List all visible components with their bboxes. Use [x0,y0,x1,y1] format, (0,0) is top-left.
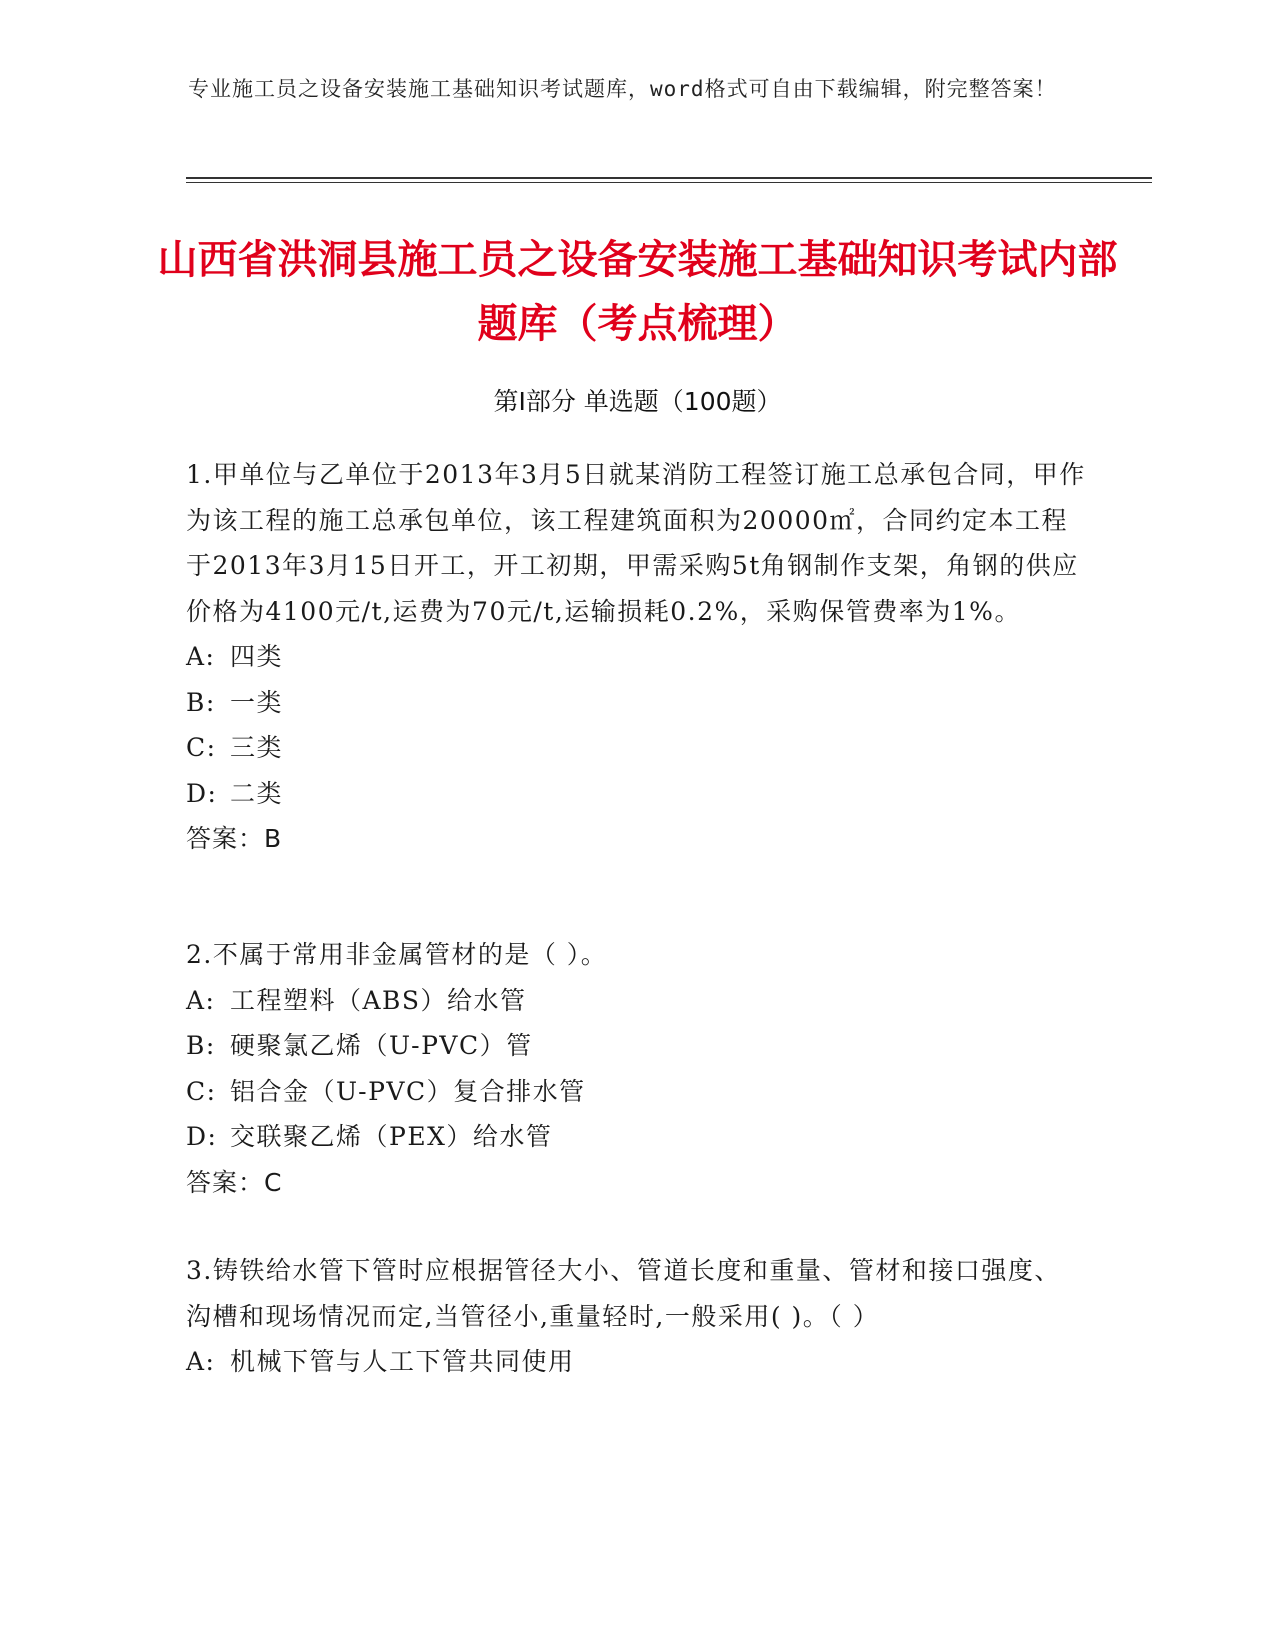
option-d [186,771,1086,817]
question-stem: 2.不属于常用非金属管材的是（ ）。 [186,940,608,969]
option-key: D: [186,1122,218,1151]
option-text: 工程塑料（ABS）给水管 [230,985,527,1015]
option-text: 机械下管与人工下管共同使用 [230,1347,575,1376]
option-key: C: [186,1076,217,1106]
option-b [186,1023,1086,1069]
question-1 [186,452,1086,862]
option-text: 铝合金（U-PVC）复合排水管 [230,1076,586,1106]
question-3 [186,1248,1086,1385]
option-text: 硬聚氯乙烯（U-PVC）管 [230,1031,533,1060]
option-key: A: [186,1347,216,1376]
option-key: A: [186,642,216,671]
question-stem: 1.甲单位与乙单位于2013年3月5日就某消防工程签订施工总承包合同，甲作为该工程的施工总承包单位，该工程建筑面积为20000㎡，合同约定本工程于2013年3月15日开工，开工初期，甲需采购5t角钢制作支架，角钢的供应价格为4100元/t,运费为70元/t,运输损耗0.2%，采购保管费率为1%。 [186,460,1086,626]
option-a [186,634,1086,680]
header-divider-thick [186,177,1152,179]
option-d [186,1114,1086,1160]
option-text: 一类 [230,687,284,717]
option-key: B: [186,687,216,717]
option-key: B: [186,1031,216,1060]
answer: 答案：C [186,1167,283,1197]
question-stem: 3.铸铁给水管下管时应根据管径大小、管道长度和重量、管材和接口强度、沟槽和现场情况而定,当管径小,重量轻时,一般采用( )。（ ） [186,1256,1061,1331]
option-text: 交联聚乙烯（PEX）给水管 [230,1122,553,1151]
question-2 [186,932,1086,1205]
option-c [186,1069,1086,1115]
header-divider-thin [186,182,1152,183]
option-c [186,725,1086,771]
option-text: 四类 [230,642,284,671]
option-text: 三类 [230,733,284,762]
option-a [186,1339,1086,1385]
option-text: 二类 [230,778,284,808]
option-key: D: [186,778,218,808]
option-key: C: [186,733,217,762]
option-key: A: [186,985,216,1015]
document-title: 山西省洪洞县施工员之设备安装施工基础知识考试内部题库（考点梳理） [157,237,1118,347]
answer: 答案：B [186,824,283,853]
option-a [186,978,1086,1024]
option-b [186,680,1086,726]
section-heading: 第I部分 单选题（100题） [493,387,782,416]
header-note: 专业施工员之设备安装施工基础知识考试题库，word格式可自由下载编辑，附完整答案！ [188,77,1057,101]
